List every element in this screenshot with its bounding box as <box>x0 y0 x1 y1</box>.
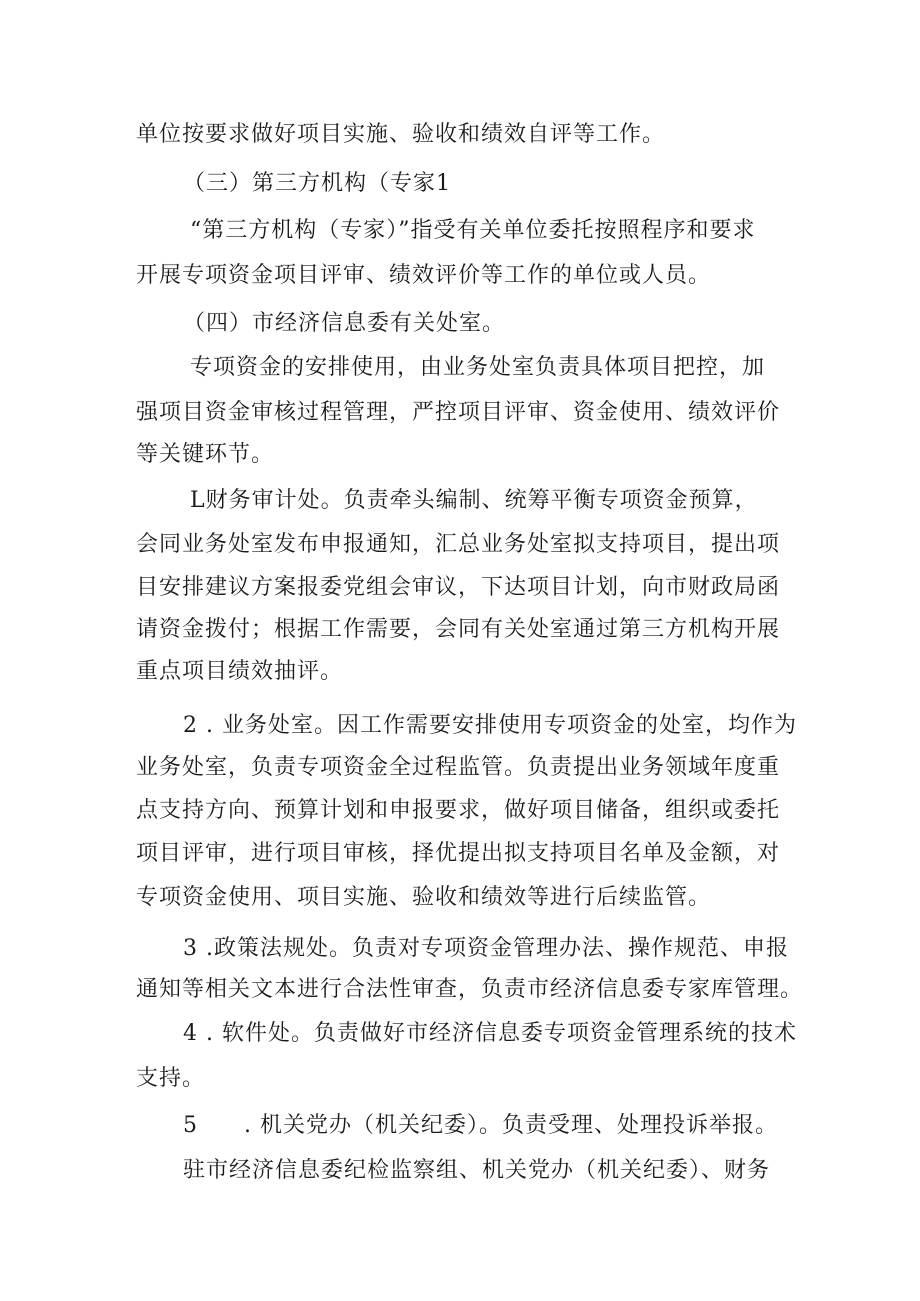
text-line: 2 . 业务处室。因工作需要安排使用专项资金的处室，均作为 <box>183 713 797 738</box>
section-heading: （四）市经济信息委有关处室。 <box>183 311 506 336</box>
text-line: 5 . 机关党办（机关纪委）。负责受理、处理投诉举报。 <box>183 1113 778 1138</box>
text-line: 项目评审，进行项目审核，择优提出拟支持项目名单及金额，对 <box>136 841 781 866</box>
text-line: L财务审计处。负责牵头编制、统筹平衡专项资金预算， <box>190 488 758 513</box>
text-line: 等关键环节。 <box>136 442 275 467</box>
text-line: 驻市经济信息委纪检监察组、机关党办（机关纪委）、财务 <box>183 1158 771 1183</box>
text-line: 4 . 软件处。负责做好市经济信息委专项资金管理系统的技术 <box>183 1021 797 1046</box>
text-line: 目安排建议方案报委党组会审议，下达项目计划，向市财政局函 <box>136 575 781 600</box>
text-line: 通知等相关文本进行合法性审查，负责市经济信息委专家库管理。 <box>136 977 804 1002</box>
text-line: 3 .政策法规处。负责对专项资金管理办法、操作规范、申报 <box>183 936 789 961</box>
text-line: 强项目资金审核过程管理，严控项目评审、资金使用、绩效评价 <box>136 400 781 425</box>
text-line: 重点项目绩效抽评。 <box>136 659 344 684</box>
section-heading: （三）第三方机构（专家1 <box>183 171 451 196</box>
text-line: 开展专项资金项目评审、绩效评价等工作的单位或人员。 <box>136 263 712 288</box>
text-line: “第三方机构（专家）”指受有关单位委托按照程序和要求 <box>190 218 756 243</box>
text-line: 点支持方向、预算计划和申报要求，做好项目储备，组织或委托 <box>136 798 781 823</box>
text-line: 支持。 <box>136 1066 206 1091</box>
text-line: 业务处室，负责专项资金全过程监管。负责提出业务领域年度重 <box>136 755 781 780</box>
text-line: 专项资金使用、项目实施、验收和绩效等进行后续监管。 <box>136 885 712 910</box>
text-line: 专项资金的安排使用，由业务处室负责具体项目把控，加 <box>190 355 766 380</box>
text-line: 会同业务处室发布申报通知，汇总业务处室拟支持项目，提出项 <box>136 532 781 557</box>
text-line: 请资金拨付；根据工作需要，会同有关处室通过第三方机构开展 <box>136 617 781 642</box>
text-line: 单位按要求做好项目实施、验收和绩效自评等工作。 <box>136 122 666 147</box>
